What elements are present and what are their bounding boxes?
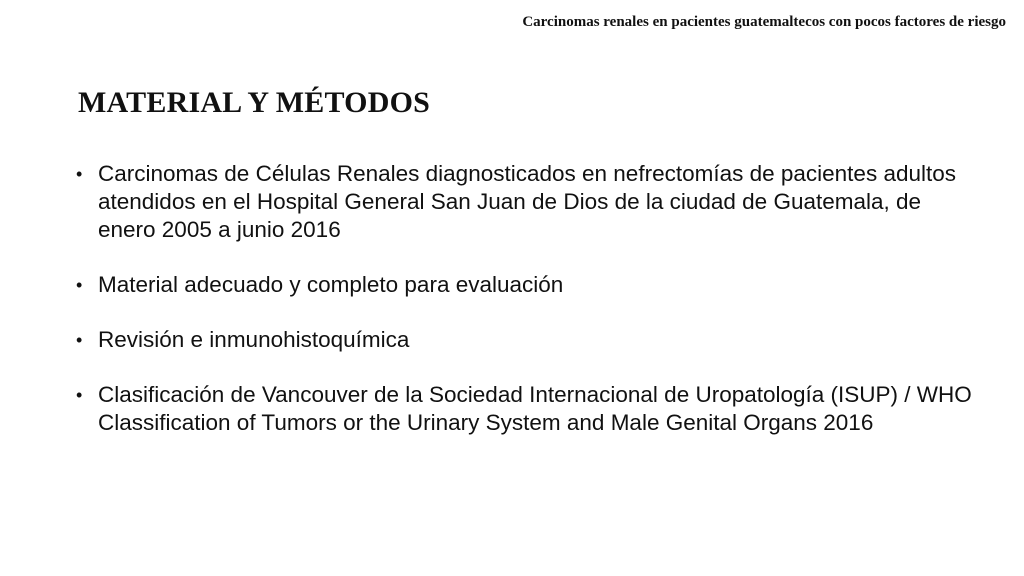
bullet-item-review	[76, 326, 976, 354]
running-header: Carcinomas renales en pacientes guatemaltecos con pocos factores de riesgo	[522, 14, 1006, 30]
slide-title: MATERIAL Y MÉTODOS	[78, 86, 430, 119]
bullet-icon: •	[76, 164, 83, 184]
bullet-text: Material adecuado y completo para evaluación	[98, 272, 564, 297]
bullet-text: Revisión e inmunohistoquímica	[98, 327, 410, 352]
bullet-item-material	[76, 271, 976, 299]
bullet-icon: •	[76, 275, 83, 295]
bullet-text: Clasificación de Vancouver de la Sociedad Internacional de Uropatología (ISUP) / WHO Classification of Tumors or the Urinary System and Male Genital Organs 2016	[98, 382, 972, 435]
bullet-item-cohort	[76, 160, 976, 244]
bullet-icon: •	[76, 330, 83, 350]
bullet-list	[76, 160, 976, 437]
bullet-item-classification	[76, 381, 976, 437]
bullet-icon: •	[76, 385, 83, 405]
bullet-text: Carcinomas de Células Renales diagnosticados en nefrectomías de pacientes adultos atendidos en el Hospital General San Juan de Dios de la ciudad de Guatemala, de enero 2005 a junio 2016	[98, 161, 956, 242]
